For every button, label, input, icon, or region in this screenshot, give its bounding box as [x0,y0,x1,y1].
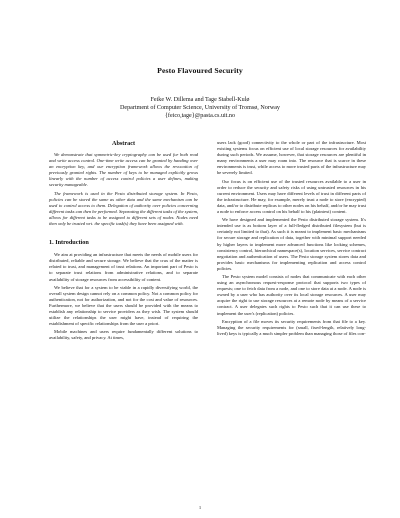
intro-paragraph: Mobile machines and users require fundamentally different solutions to availability, safety, and privacy. At times, [49,329,198,341]
author-affiliation: Department of Computer Science, University of Tromsø, Norway [120,105,280,112]
body-paragraph: The Pesto system model consists of nodes that communicate with each other using an asynchronous request-response protocol that supports two types of requests; one to fetch data from a node, and one to store data at a node. A node is owned by a user who has authority over its local storage resources. A user may acquire the right to use storage resources at a remote node by means of a service contract. A user delegates such rights to Pesto such that it can use these to implement the user's (replication) policies. [217,273,366,316]
abstract-paragraph: We demonstrate that symmetric-key cryptography can be used for both read and write access control. One-time write access can be granted by handing over an encryption key, and our encryption framework allows the revocation of previously granted rights. The number of keys to be managed explicitly grows linearly with the number of access control policies a user defines, making security manageable. [49,152,198,188]
body-paragraph: Encryption of a file moves its security requirements from that file to a key. Managing the security requirements for (small, fixed-length, relatively long-lived) keys is typically a much simpler problem than managing those of files con- [217,318,366,336]
author-email: {feico,tage}@pasta.cs.uit.no [164,113,235,120]
left-column [49,140,198,341]
intro-paragraph: We believe that for a system to be viable in a rapidly diversifying world, the overall system design cannot rely on a common policy. Not a common policy for authentication, not for authorization, and not for the cost and value of resources. Furthermore, we believe that the users should be provided with the means to establish any relationship to service providers as they wish. The system should utilize the relationships the user might have, instead of requiring the establishment of specific relationships from the user a priori. [49,284,198,327]
abstract-heading: Abstract [111,140,136,147]
intro-paragraph: We aim at providing an infrastructure that meets the needs of mobile users for distributed, reliable and secure storage. We believe that the crux of the matter is related to trust, and management of trust relations. An important part of Pesto is to separate trust relations from administrative relations, and to separate availability of storage resources from accessibility of content. [49,252,198,282]
right-column [217,140,366,337]
author-names: Feike W. Dillema and Tage Stabell-Kulø [150,97,250,103]
author-block [0,96,400,121]
page-number: 1 [198,505,202,510]
body-paragraph: Our focus is on efficient use of the trusted resources available to a user in order to reduce the security and safety risks of using untrusted resources in his current environment. Users may have different levels of trust in different parts of the infrastructure. He may, for example, merely trust a node to store (encrypted) data, and/or to distribute replicas to other nodes on his behalf, and/or he may trust a node to enforce access control on his behalf to his (plaintext) content. [217,178,366,215]
abstract-paragraph: The framework is used in the Pesto distributed storage system. In Pesto, policies can be stored the same as other data and the same mechanism can be used to control access to them. Delegation of authority over policies concerning different tasks can then be performed. Separating the different tasks of the system, allows for different tasks to be assigned to different sets of nodes. Nodes need then only be trusted wrt. the specific task(s) they have been assigned with. [49,190,198,227]
paper-title: Pesto Flavoured Security [157,66,243,75]
body-paragraph: We have designed and implemented the Pesto distributed storage system. It's intended use is as bottom layer of a full-fledged distributed filesystem (but is certainly not limited to that). As such it is meant to implement basic mechanisms for secure storage and replication of data, together with minimal support needed by higher layers to implement more advanced functions like locking schemes, consistency control, hierarchical namespace(s), location services, service contract negotiation and authentication of users. The Pesto storage system stores data and provides basic mechanisms for implementing replication and access control policies. [217,217,366,271]
body-paragraph: users lack (good) connectivity to the whole or part of the infrastructure. Most existing systems focus on efficient use of local storage resources for availability during such periods. We assume, however, that storage resources are plentiful in many environments a user may roam into. The resource that is scarce in these environments is trust, while access to more trusted parts of the infrastructure may be severely limited. [217,140,366,176]
intro-heading: 1. Introduction [49,239,89,247]
